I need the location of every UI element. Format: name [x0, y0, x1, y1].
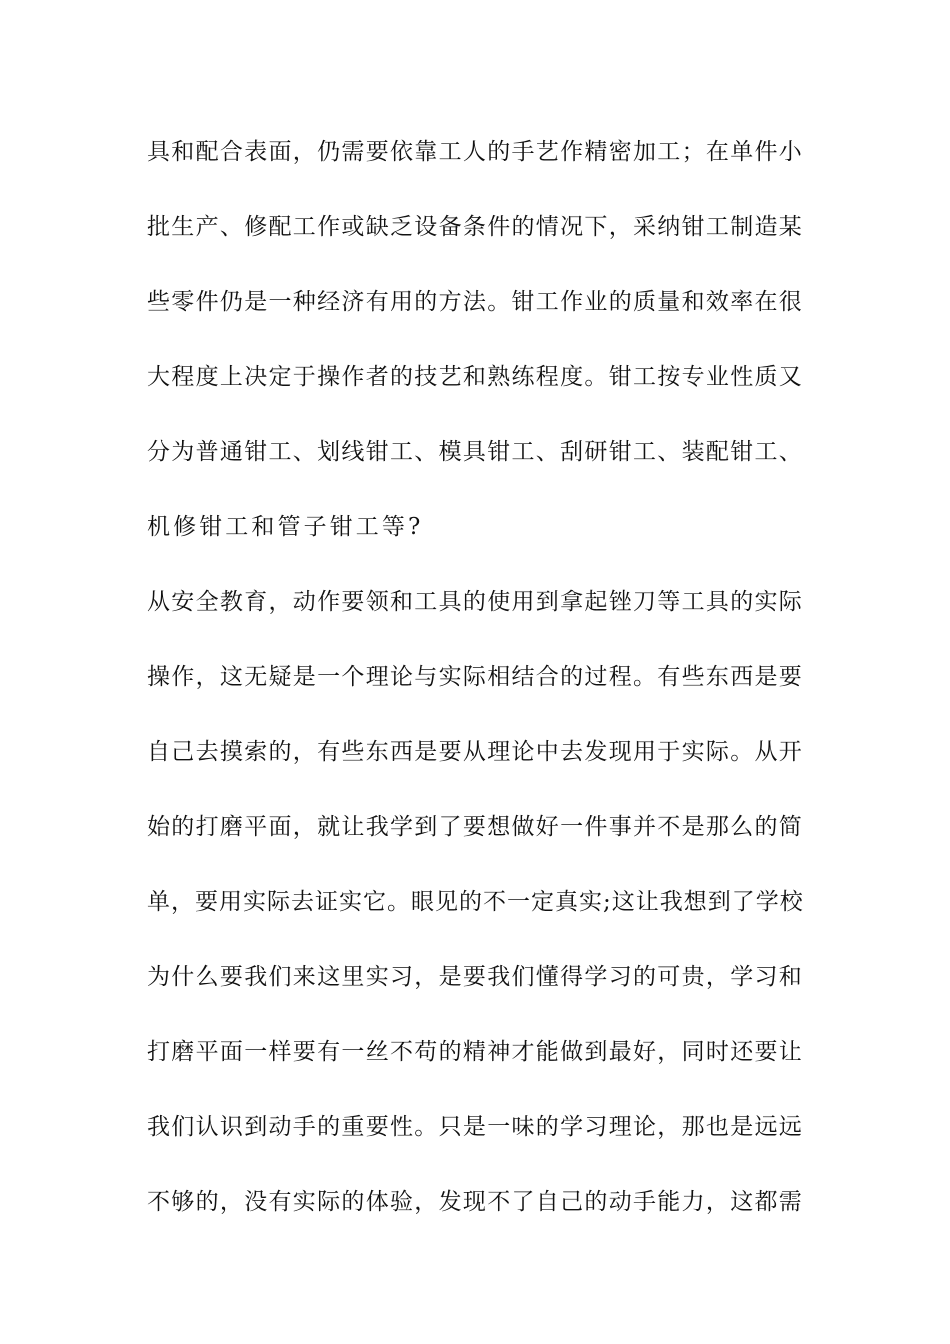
text-line: 单，要用实际去证实它。眼见的不一定真实;这让我想到了学校 [147, 889, 804, 915]
text-line: 些零件仍是一种经济有用的方法。钳工作业的质量和效率在很 [147, 289, 804, 315]
text-line: 大程度上决定于操作者的技艺和熟练程度。钳工按专业性质又 [147, 364, 804, 390]
text-line: 打磨平面一样要有一丝不苟的精神才能做到最好，同时还要让 [147, 1039, 804, 1065]
text-line: 始的打磨平面，就让我学到了要想做好一件事并不是那么的简 [147, 814, 804, 840]
text-line: 操作，这无疑是一个理论与实际相结合的过程。有些东西是要 [147, 664, 804, 690]
text-line: 批生产、修配工作或缺乏设备条件的情况下，采纳钳工制造某 [147, 214, 804, 240]
text-line: 为什么要我们来这里实习，是要我们懂得学习的可贵，学习和 [147, 964, 804, 990]
text-line: 不够的，没有实际的体验，发现不了自己的动手能力，这都需 [147, 1189, 804, 1215]
text-line: 分为普通钳工、划线钳工、模具钳工、刮研钳工、装配钳工、 [147, 439, 804, 465]
text-line: 机修钳工和管子钳工等? [147, 514, 424, 540]
text-line: 具和配合表面，仍需要依靠工人的手艺作精密加工；在单件小 [147, 139, 804, 165]
text-line: 我们认识到动手的重要性。只是一味的学习理论，那也是远远 [147, 1114, 804, 1140]
text-line: 自己去摸索的，有些东西是要从理论中去发现用于实际。从开 [147, 739, 804, 765]
document-body [147, 128, 807, 1253]
text-line: 从安全教育，动作要领和工具的使用到拿起锉刀等工具的实际 [147, 589, 804, 615]
